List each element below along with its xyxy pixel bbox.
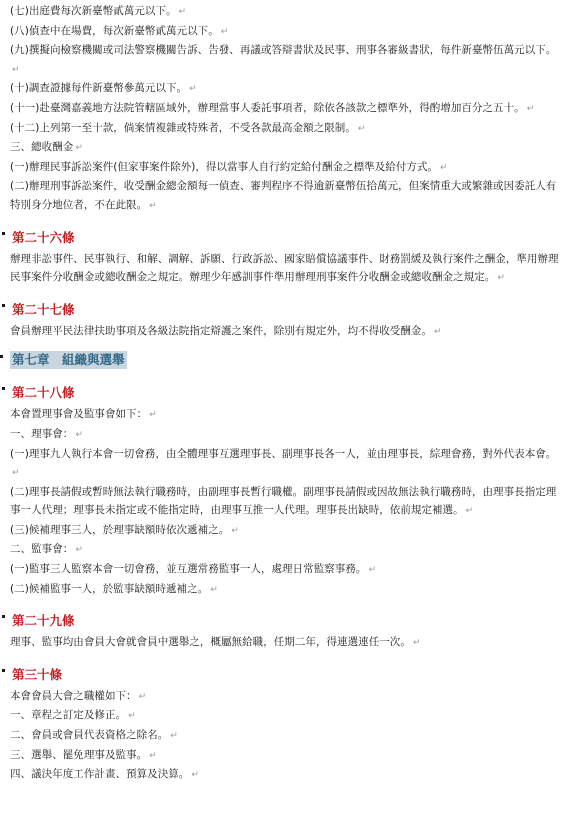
chapter-heading: 第七章 組織與選舉	[12, 352, 125, 368]
text-line: 一、章程之訂定及修正。 ↵	[10, 709, 136, 722]
text-line: (十)調查證據每件新臺幣參萬元以下。 ↵	[10, 82, 197, 95]
text-line: 二、會員或會員代表資格之除名。 ↵	[10, 729, 178, 742]
text-line: 本會會員大會之職權如下： ↵	[10, 689, 147, 702]
text-line: (二)辦理刑事訴訟案件，收受酬金總金額每一偵查、審判程序不得逾新臺幣伍拾萬元，但案情重大或繁雜或因委託人有特別身分地位者，不在此限。 ↵	[10, 180, 557, 211]
text-line: 三、總收酬金 ↵	[10, 141, 83, 154]
text-line: (三)候補理事三人，於理事缺額時依次遞補之。 ↵	[10, 523, 239, 536]
text-line: 本會置理事會及監事會如下： ↵	[10, 408, 157, 421]
text-line: 二、監事會： ↵	[10, 543, 83, 556]
text-line: (一)監事三人監察本會一切會務，並互選常務監事一人，處理日常監察事務。 ↵	[10, 563, 377, 576]
text-line: (十一)赴臺灣嘉義地方法院管轄區域外，辦理當事人委託事項者，除依各該款之標準外，得酌增加百分之五十。 ↵	[10, 101, 535, 114]
text-line: (一)理事九人執行本會一切會務，由全體理事互選理事長、副理事長各一人，並由理事長，綜理會務，對外代表本會。↵	[10, 447, 557, 479]
article-body: 會員辦理平民法律扶助事項及各級法院指定辯護之案件，除別有規定外，均不得收受酬金。 ↵	[10, 324, 442, 337]
text-line: 一、理事會： ↵	[10, 427, 83, 440]
article-28-body	[10, 405, 564, 599]
text-line: (九)撰擬向檢察機關或司法警察機關告訴、告發、再議或答辯書狀及民事、刑事各審級書狀，每件新臺幣伍萬元以下。↵	[10, 44, 557, 75]
text-line: (七)出庭費每次新臺幣貳萬元以下。 ↵	[10, 5, 187, 17]
text-line: (二)理事長請假或暫時無法執行職務時，由副理事長暫行職權。副理事長請假或因故無法執行職務時，由理事長指定理事一人代理；理事長未指定或不能指定時，由理事互推一人代理。理事長出缺時，依前規定補選。 ↵	[10, 485, 557, 517]
text-line: 三、選舉、罷免理事及監事。 ↵	[10, 748, 157, 761]
article-body: 理事、監事均由會員大會就會員中選舉之，概屬無給職，任期二年，得連選連任一次。 ↵	[10, 636, 421, 649]
text-line: (十二)上列第一至十款，倘案情複雜或特殊者，不受各款最高金額之限制。 ↵	[10, 121, 366, 134]
article-heading: 第三十條	[10, 665, 564, 685]
article-body: 辦理非訟事件、民事執行、和解、調解、訴願、行政訴訟、國家賠償協議事件、財務罰緩及執行案件之酬金，準用辦理民事案件分收酬金或總收酬金之規定。辦理少年感訓事件準用辦理刑事案件分收酬金或總收酬金之規定。 ↵	[10, 252, 559, 284]
text-line: (八)偵查中在場費，每次新臺幣貳萬元以下。 ↵	[10, 24, 229, 37]
text-line: 四、議決年度工作計畫、預算及決算。 ↵	[10, 768, 199, 781]
text-line: (二)候補監事一人，於監事缺額時遞補之。 ↵	[10, 582, 218, 595]
article-heading: 第二十七條	[10, 300, 564, 320]
article-25-continuation	[10, 2, 564, 216]
article-heading: 第二十八條	[10, 383, 564, 403]
article-heading: 第二十六條	[10, 228, 564, 248]
article-heading: 第二十九條	[10, 611, 564, 631]
text-line: (一)辦理民事訴訟案件(但家事案件除外)，得以當事人自行約定給付酬金之標準及給付方式。 ↵	[10, 160, 448, 173]
article-30-body	[10, 687, 564, 785]
